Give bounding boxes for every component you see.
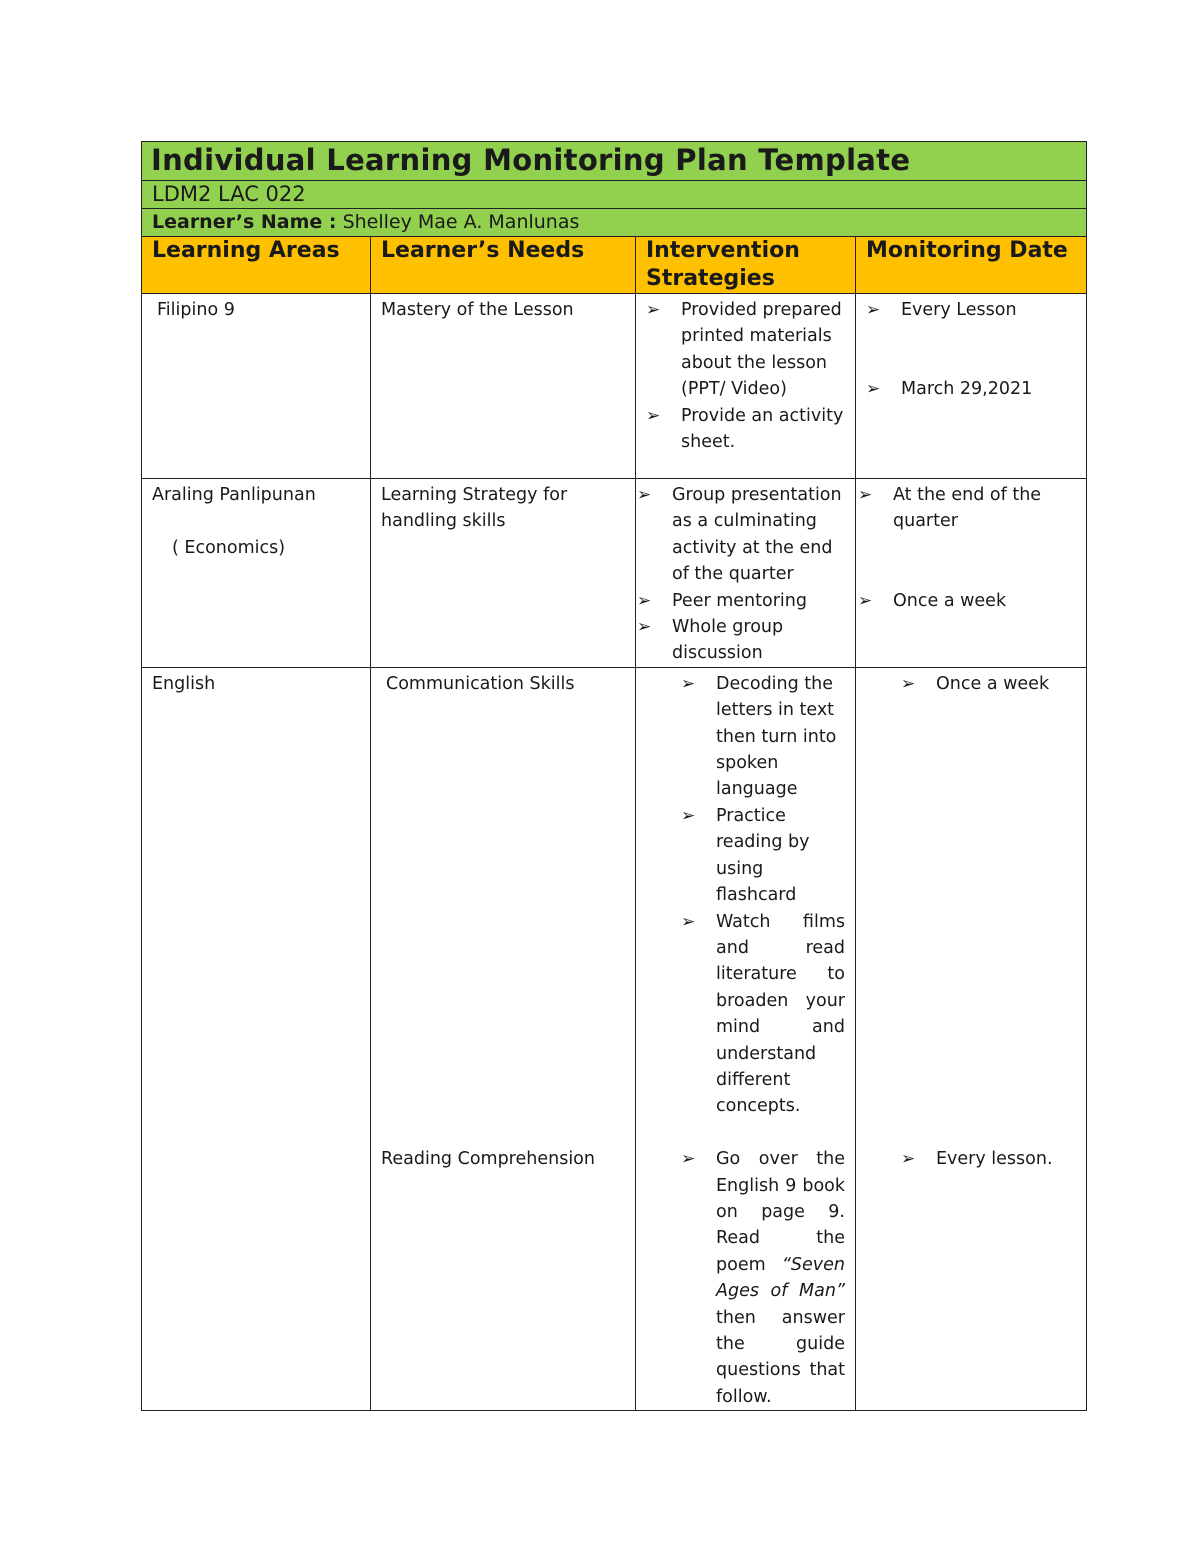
poem-title: “Seven Ages of Man”	[716, 1254, 845, 1302]
list-item	[681, 1146, 845, 1410]
strategy-text: Whole group discussion	[672, 617, 784, 664]
learner-needs-cell	[371, 667, 636, 1410]
list-item	[681, 671, 845, 803]
monitoring-date-text: Once a week	[893, 590, 1007, 611]
monitoring-date-cell	[856, 294, 1087, 479]
list-item	[646, 403, 845, 456]
list-item	[646, 297, 845, 403]
document-title: Individual Learning Monitoring Plan Template	[142, 142, 1087, 181]
header-monitoring-date: Monitoring Date	[856, 237, 1087, 294]
list-item	[901, 1146, 1076, 1172]
arrow-bullet-icon: ➢	[681, 805, 696, 826]
strategy-text-part: then answer the guide questions that follow.	[716, 1307, 845, 1407]
list-item	[681, 803, 845, 909]
learning-area-cell	[142, 479, 371, 668]
learning-area-cell	[142, 294, 371, 479]
strategies-cell	[636, 294, 856, 479]
arrow-bullet-icon: ➢	[901, 1149, 916, 1170]
list-item	[858, 588, 1078, 614]
strategy-text: Watch films and read literature to broaden your mind and understand different concepts.	[716, 911, 845, 1117]
learner-name-value: Shelley Mae A. Manlunas	[342, 211, 580, 233]
learner-need: Mastery of the Lesson	[381, 300, 574, 320]
list-item	[866, 376, 1076, 402]
strategy-text: Peer mentoring	[672, 590, 807, 611]
learner-needs-cell	[371, 294, 636, 479]
arrow-bullet-icon: ➢	[866, 300, 881, 320]
list-item	[681, 909, 845, 1120]
learning-area-name: Araling Panlipunan	[152, 485, 316, 505]
list-item	[866, 297, 1076, 323]
list-item	[858, 482, 1078, 535]
learner-need: Communication Skills	[386, 673, 575, 694]
arrow-bullet-icon: ➢	[681, 1149, 696, 1170]
learning-area-note: ( Economics)	[172, 537, 286, 558]
monitoring-date-cell	[856, 667, 1087, 1410]
header-intervention-strategies: Intervention Strategies	[636, 237, 856, 294]
list-item	[637, 482, 847, 588]
strategy-text: Practice reading by using flashcard	[716, 805, 810, 906]
strategies-cell	[636, 667, 856, 1410]
monitoring-date-text: March 29,2021	[901, 379, 1033, 400]
strategy-text: Decoding the letters in text then turn into spoken language	[716, 673, 837, 800]
monitoring-date-cell	[856, 479, 1087, 668]
table-row	[142, 667, 1087, 1410]
monitoring-date-text: Every Lesson	[901, 300, 1017, 320]
arrow-bullet-icon: ➢	[681, 911, 696, 932]
arrow-bullet-icon: ➢	[858, 590, 873, 611]
document-code: LDM2 LAC 022	[142, 181, 1087, 209]
strategy-text: Group presentation as a culminating activity at the end of the quarter	[672, 485, 842, 585]
strategy-text	[716, 1146, 845, 1410]
learner-need: Learning Strategy for handling skills	[381, 485, 568, 532]
strategy-text-part: Go over the English 9 book on page 9. Read the poem	[716, 1149, 845, 1275]
list-item	[901, 671, 1076, 697]
arrow-bullet-icon: ➢	[646, 405, 661, 426]
learner-need: Reading Comprehension	[381, 1149, 595, 1170]
strategy-text: Provided prepared printed materials about the lesson (PPT/ Video)	[681, 300, 842, 400]
learner-name-label: Learner’s Name :	[152, 211, 337, 233]
header-learning-areas: Learning Areas	[142, 237, 371, 294]
list-item	[637, 614, 847, 667]
learning-area-name: Filipino 9	[157, 300, 235, 320]
learner-needs-cell	[371, 479, 636, 668]
arrow-bullet-icon: ➢	[858, 485, 873, 505]
monitoring-date-text: At the end of the quarter	[893, 485, 1042, 532]
arrow-bullet-icon: ➢	[637, 590, 652, 611]
table-row	[142, 294, 1087, 479]
arrow-bullet-icon: ➢	[637, 485, 652, 505]
arrow-bullet-icon: ➢	[866, 379, 881, 400]
monitoring-plan-document	[141, 141, 1086, 1411]
arrow-bullet-icon: ➢	[637, 617, 652, 638]
monitoring-date-text: Every lesson.	[936, 1149, 1053, 1170]
monitoring-date-text: Once a week	[936, 673, 1050, 694]
learner-name-row	[142, 209, 1087, 237]
list-item	[637, 588, 847, 614]
strategies-cell	[636, 479, 856, 668]
learning-area-cell	[142, 667, 371, 1410]
header-learners-needs: Learner’s Needs	[371, 237, 636, 294]
monitoring-plan-table	[141, 141, 1087, 1411]
arrow-bullet-icon: ➢	[901, 673, 916, 694]
learning-area-name: English	[152, 673, 216, 694]
table-row	[142, 479, 1087, 668]
arrow-bullet-icon: ➢	[681, 673, 696, 694]
arrow-bullet-icon: ➢	[646, 300, 661, 320]
strategy-text: Provide an activity sheet.	[681, 405, 844, 453]
